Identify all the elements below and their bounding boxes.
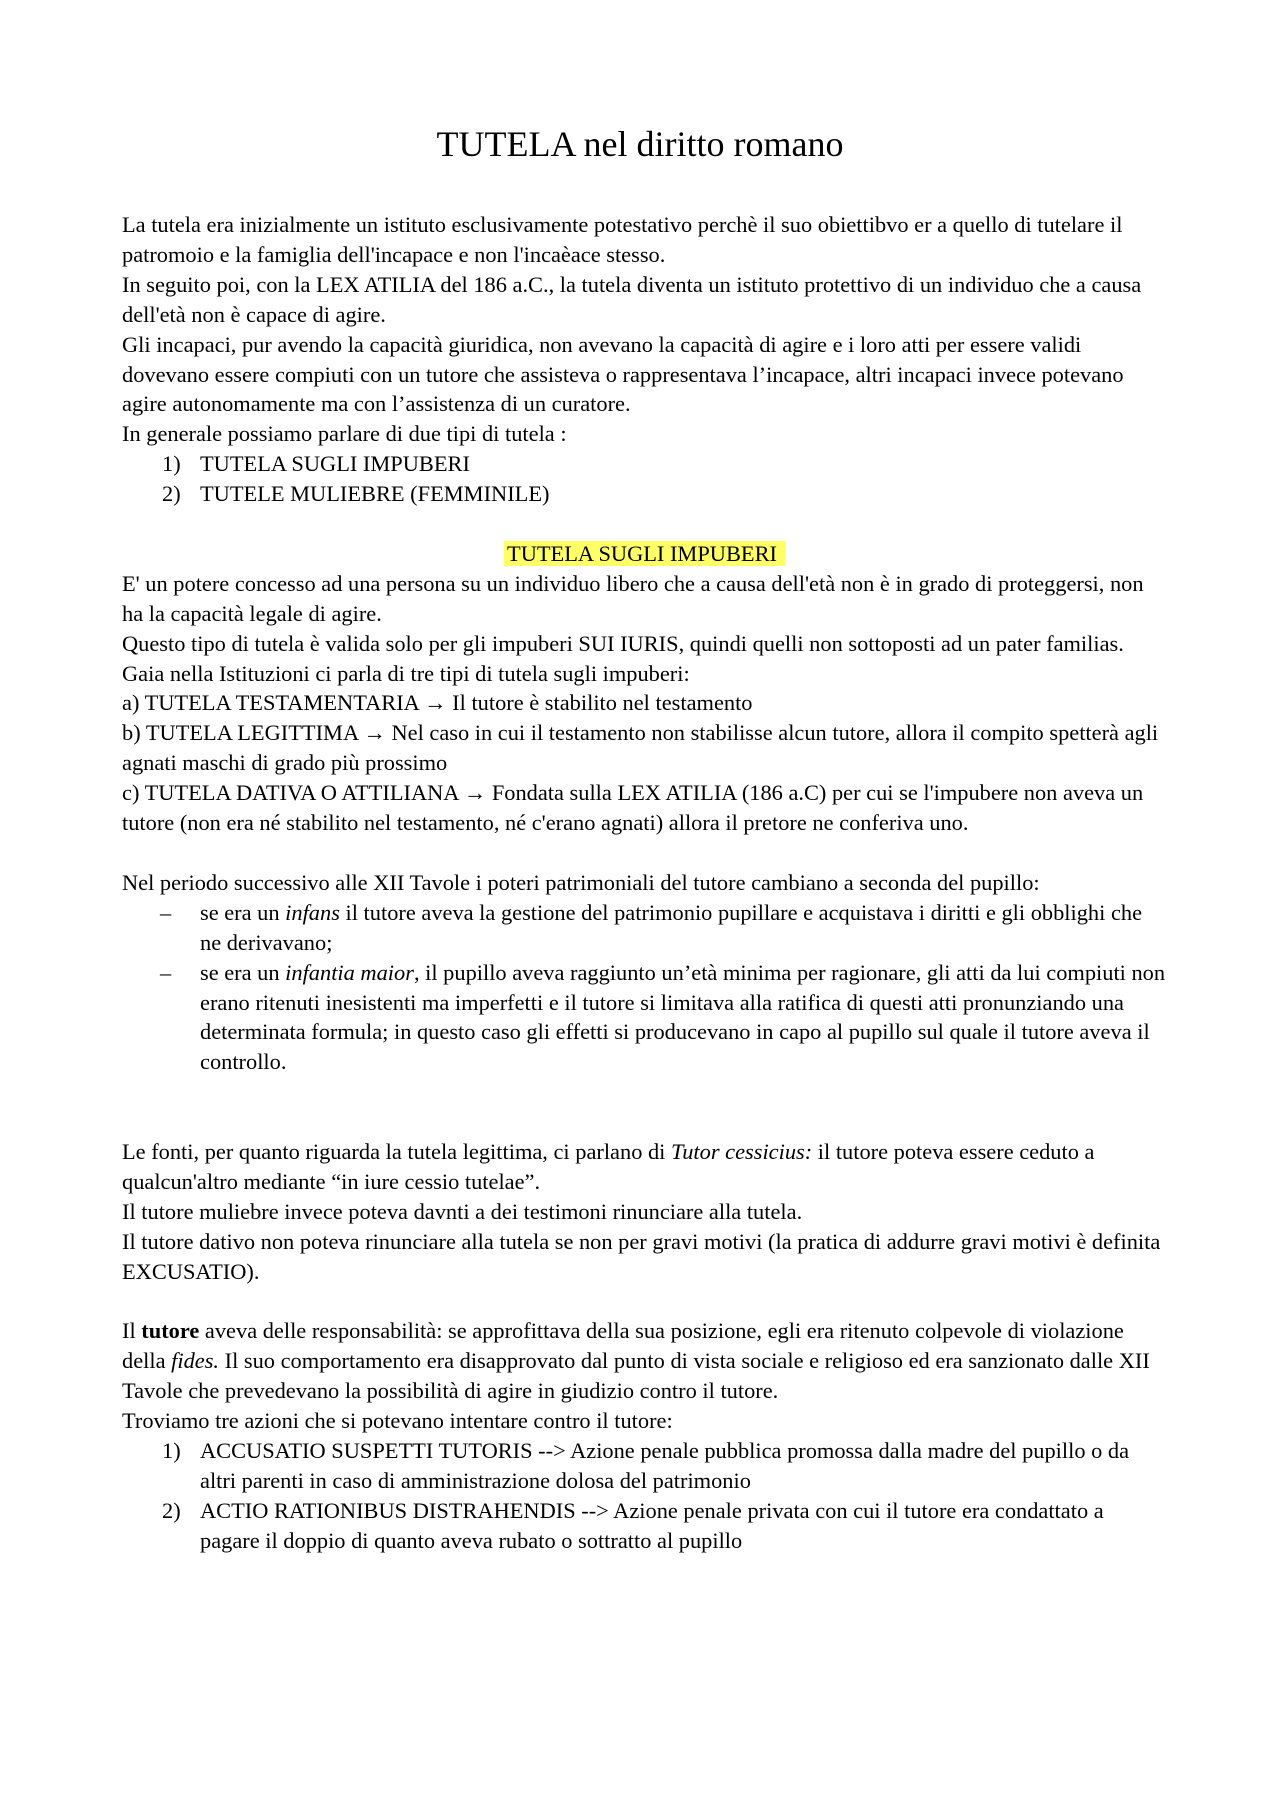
section1-paragraph-1: E' un potere concesso ad una persona su un individuo libero che a causa dell'età non è in grado di proteggersi, non ha la capacità legale di agire. [122, 570, 1144, 626]
document-title: TUTELA nel diritto romano [436, 124, 844, 164]
list-item [122, 1496, 1167, 1556]
highlighted-heading: TUTELA SUGLI IMPUBERI [504, 541, 785, 566]
tutela-type-a: a) TUTELA TESTAMENTARIA → Il tutore è stabilito nel testamento [122, 690, 753, 716]
dash-bullet: – [160, 959, 172, 985]
list-item [122, 958, 1167, 1078]
dash-bullet: – [160, 899, 172, 925]
emphasis: fides. [171, 1348, 220, 1374]
text-run: il tutore aveva la gestione del patrimonio pupillare e acquistava i diritti e gli obblighi che ne derivavano; [200, 899, 1143, 955]
list-item [122, 1436, 1167, 1496]
list-item-text: ACTIO RATIONIBUS DISTRAHENDIS --> Azione penale privata con cui il tutore era condattato a pagare il doppio di quanto aveva rubato o sottratto al pupillo [200, 1497, 1104, 1553]
list-item [122, 479, 1167, 509]
section4-paragraph-2: Troviamo tre azioni che si potevano intentare contro il tutore: [122, 1408, 673, 1434]
list-item-text: ACCUSATIO SUSPETTI TUTORIS --> Azione penale pubblica promossa dalla madre del pupillo o da altri parenti in caso di amministrazione dolosa del patrimonio [200, 1438, 1130, 1493]
section1-paragraph-3: Gaia nella Istituzioni ci parla di tre tipi di tutela sugli impuberi: [122, 660, 690, 686]
section-heading [122, 539, 1167, 569]
tutela-types-list [122, 449, 1167, 509]
section3-paragraph-2: Il tutore muliebre invece poteva davnti a dei testimoni rinunciare alla tutela. [122, 1198, 803, 1224]
emphasis: infans [285, 899, 340, 925]
list-number: 2) [162, 1497, 181, 1523]
section2-paragraph-1: Nel periodo successivo alle XII Tavole i poteri patrimoniali del tutore cambiano a seconda del pupillo: [122, 869, 1040, 895]
intro-paragraph-4: In generale possiamo parlare di due tipi di tutela : [122, 421, 567, 447]
tutela-type-c: c) TUTELA DATIVA O ATTILIANA → Fondata sulla LEX ATILIA (186 a.C) per cui se l'impubere non aveva un tutore (non era né stabilito nel testamento, né c'erano agnati) allora il pretore ne conferiva uno. [122, 780, 1144, 836]
intro-paragraph-1: La tutela era inizialmente un istituto esclusivamente potestativo perchè il suo obiettibvo er a quello di tutelare il patromoio e la famiglia dell'incapace e non l'incaèace stesso. [122, 212, 1123, 267]
text-run: Il suo comportamento era disapprovato dal punto di vista sociale e religioso ed era sanzionato dalle XII Tavole che prevedevano la possibilità di agire in giudizio contro il tutore. [122, 1348, 1150, 1404]
list-number: 1) [162, 1438, 181, 1464]
list-item-text: TUTELA SUGLI IMPUBERI [200, 451, 470, 477]
text-run: se era un [200, 899, 286, 925]
intro-paragraph-3: Gli incapaci, pur avendo la capacità giuridica, non avevano la capacità di agire e i loro atti per essere validi dovevano essere compiuti con un tutore che assisteva o rappresentava l’incapace, altri incapaci invece potevano agire autonomamente ma con l’assistenza di un curatore. [122, 331, 1124, 417]
actions-list [122, 1436, 1167, 1556]
text-run: se era un [200, 959, 286, 985]
bold-term: tutore [141, 1318, 200, 1344]
text-run: Le fonti, per quanto riguarda la tutela legittima, ci parlano di [122, 1139, 671, 1165]
list-number: 2) [162, 481, 181, 507]
pupil-cases-list [122, 898, 1167, 1077]
text-run: il tutore poteva essere ceduto a qualcun'altro mediante “in iure cessio tutelae”. [122, 1139, 1095, 1194]
list-item-text: TUTELE MULIEBRE (FEMMINILE) [200, 481, 550, 507]
list-number: 1) [162, 451, 181, 477]
list-item [122, 449, 1167, 479]
text-run: aveva delle responsabilità: se approfittava della sua posizione, egli era ritenuto colpevole di violazione della [122, 1318, 1124, 1374]
intro-paragraph-2: In seguito poi, con la LEX ATILIA del 186 a.C., la tutela diventa un istituto protettivo di un individuo che a causa dell'età non è capace di agire. [122, 271, 1142, 327]
tutela-type-b: b) TUTELA LEGITTIMA → Nel caso in cui il testamento non stabilisse alcun tutore, allora il compito spetterà agli agnati maschi di grado più prossimo [122, 720, 1159, 776]
section1-paragraph-2: Questo tipo di tutela è valida solo per gli impuberi SUI IURIS, quindi quelli non sottoposti ad un pater familias. [122, 630, 1124, 656]
section3-paragraph-3: Il tutore dativo non poteva rinunciare alla tutela se non per gravi motivi (la pratica di addurre gravi motivi è definita EXCUSATIO). [122, 1228, 1161, 1284]
text-run: Il [122, 1318, 142, 1344]
text-run: , il pupillo aveva raggiunto un’età minima per ragionare, gli atti da lui compiuti non erano ritenuti inesistenti ma imperfetti e il tutore si limitava alla ratifica di questi atti pronunziando una determinata formula; in questo caso gli effetti si producevano in capo al pupillo sul quale il tutore aveva il controllo. [200, 959, 1166, 1075]
emphasis: Tutor cessicius: [671, 1139, 813, 1165]
list-item [122, 898, 1167, 958]
emphasis: infantia maior [285, 959, 414, 985]
section4-paragraph-1 [122, 1316, 1167, 1406]
section3-paragraph-1 [122, 1137, 1167, 1197]
document-body [122, 210, 1167, 1556]
